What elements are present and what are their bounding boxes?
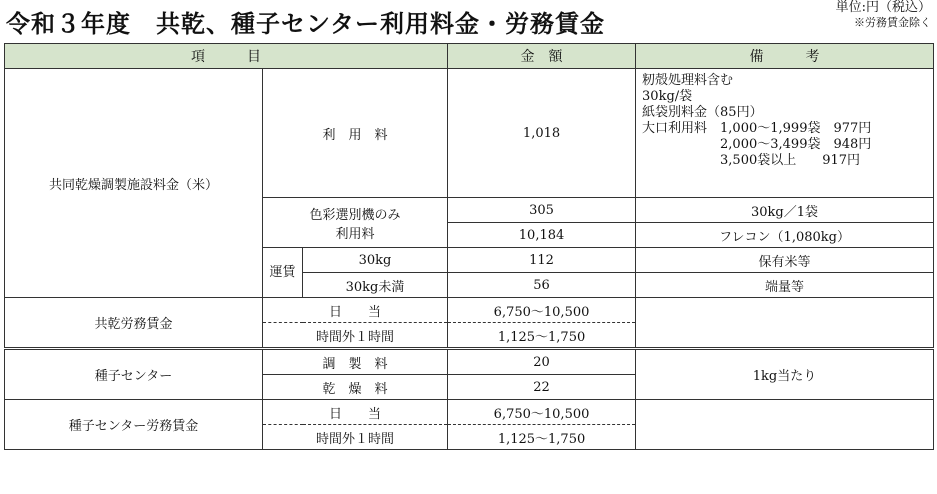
seed-labor-note [636,400,934,450]
freight-30kg-label: 30kg [303,248,448,273]
unit-label: 単位:円（税込） [835,0,931,15]
table-row [5,298,934,323]
note-line: 30kg/袋 [642,89,693,104]
unit-note [836,0,931,30]
note-line: 紙袋別料金（85円） [642,105,763,120]
labor-note [636,298,934,349]
freight-under30-note: 端量等 [636,273,934,298]
seed-labor-overtime-label: 時間外１時間 [263,425,448,450]
note-line: 籾殻処理料含む [642,73,734,88]
table-row [5,349,934,375]
color-sorter-note-2: フレコン（1,080kg） [636,223,934,248]
labor-excluded-note: ※労務賃金除く [854,16,931,29]
color-sorter-label [263,198,448,248]
freight-30kg-amount: 112 [448,248,636,273]
color-sorter-amount-2: 10,184 [448,223,636,248]
labor-label: 共乾労務賃金 [5,298,263,349]
color-sorter-line1: 色彩選別機のみ [309,207,401,223]
labor-overtime-label: 時間外１時間 [263,323,448,349]
seed-prep-label: 調 製 料 [263,349,448,375]
seed-dry-amount: 22 [448,375,636,400]
freight-under30-label: 30kg未満 [303,273,448,298]
seed-labor-label: 種子センター労務賃金 [5,400,263,450]
color-sorter-note-1: 30kg／1袋 [636,198,934,223]
seed-labor-overtime-amount: 1,125〜1,750 [448,425,636,450]
seed-dry-label: 乾 燥 料 [263,375,448,400]
usage-fee-amount: 1,018 [448,69,636,198]
labor-overtime-amount: 1,125〜1,750 [448,323,636,349]
freight-under30-amount: 56 [448,273,636,298]
page-title: 令和３年度 共乾、種子センター利用料金・労務賃金 [6,10,606,38]
usage-fee-notes [636,69,934,198]
note-line: 2,000〜3,499袋 948円 [642,137,872,152]
color-sorter-amount-1: 305 [448,198,636,223]
seed-labor-day-label: 日 当 [263,400,448,425]
seed-note: 1kg当たり [636,349,934,400]
header-row [5,44,934,69]
kyodo-label: 共同乾燥調製施設料金（米） [5,69,263,298]
note-line: 大口利用料 1,000〜1,999袋 977円 [642,121,872,136]
freight-30kg-note: 保有米等 [636,248,934,273]
header-amount: 金 額 [448,44,636,69]
freight-label: 運賃 [263,248,303,298]
table-row [5,400,934,425]
seed-label: 種子センター [5,349,263,400]
seed-labor-day-amount: 6,750〜10,500 [448,400,636,425]
fee-table [4,43,934,450]
usage-fee-label: 利 用 料 [263,69,448,198]
header-notes: 備 考 [636,44,934,69]
labor-day-amount: 6,750〜10,500 [448,298,636,323]
header-item: 項 目 [5,44,448,69]
note-line: 3,500袋以上 917円 [642,153,861,168]
seed-prep-amount: 20 [448,349,636,375]
table-row [5,69,934,198]
labor-day-label: 日 当 [263,298,448,323]
color-sorter-line2: 利用料 [335,226,375,242]
